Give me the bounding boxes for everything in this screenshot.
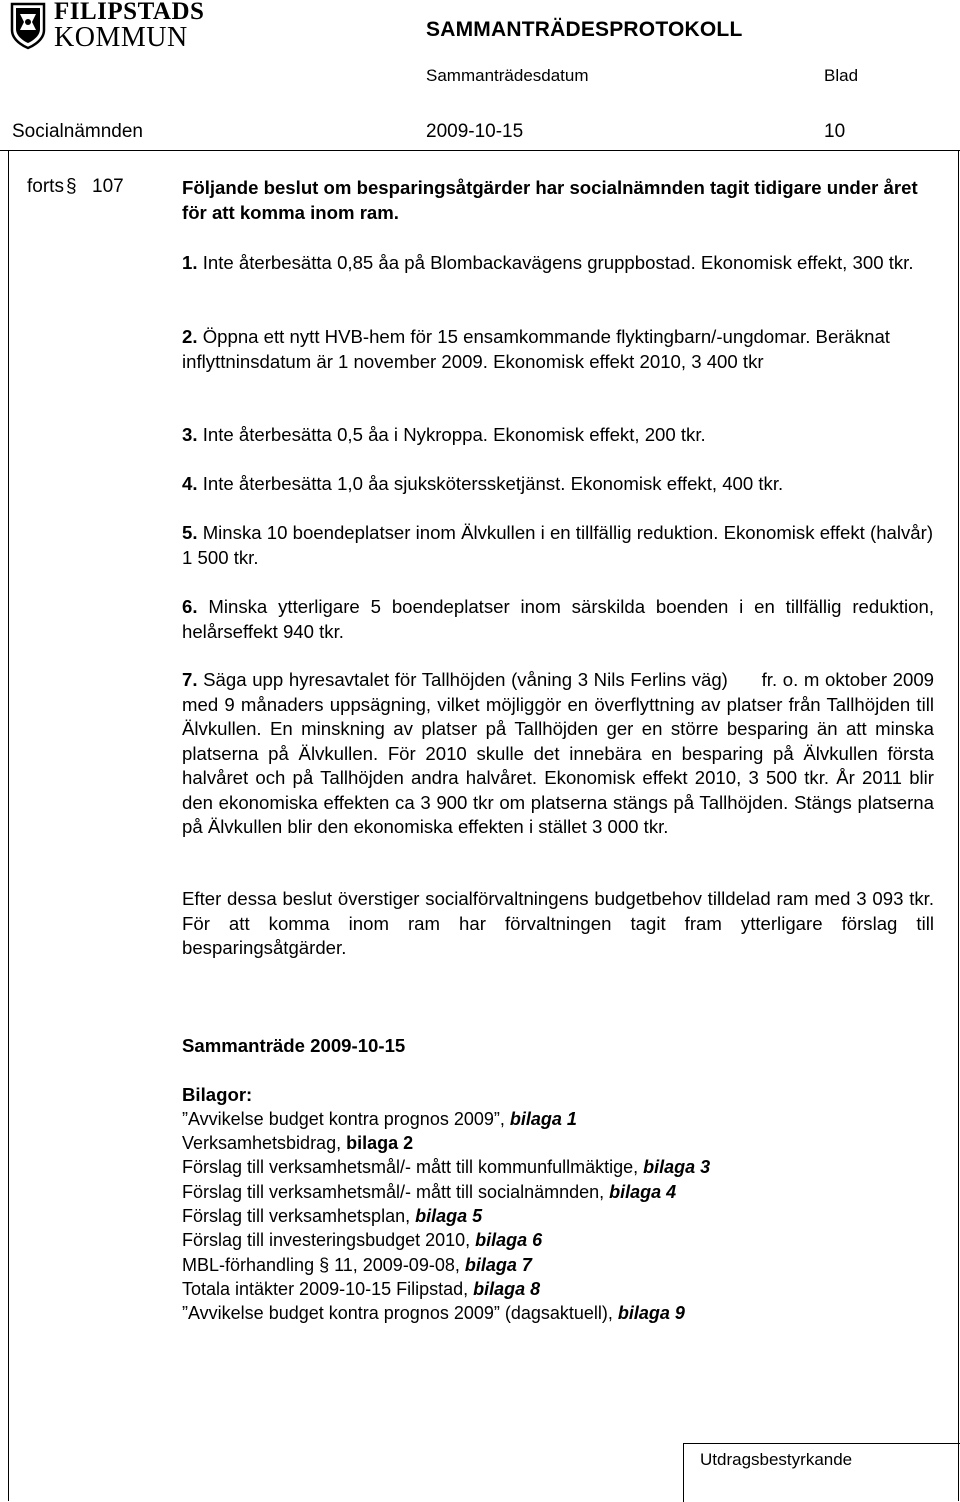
list-item xyxy=(182,595,934,644)
item-text: Inte återbesätta 0,5 åa i Nykroppa. Ekonomisk effekt, 200 tkr. xyxy=(202,424,706,445)
attachments-heading: Bilagor: xyxy=(182,1084,253,1105)
summary-paragraph: Efter dessa beslut överstiger socialförvaltningens budgetbehov tilldelad ram med 3 093 tkr. För att komma inom ram har förvaltningen tagit fram ytterligare förslag till besparingsåtgärder. xyxy=(182,888,934,958)
attachment-item: Verksamhetsbidrag, bilaga 2 xyxy=(182,1133,414,1153)
page-number: 10 xyxy=(824,121,846,142)
municipality-logo xyxy=(10,2,215,52)
intro-heading: Följande beslut om besparingsåtgärder har socialnämnden tagit tidigare under året för att komma inom ram. xyxy=(182,177,918,223)
list-item xyxy=(182,251,934,276)
item-number: 6. xyxy=(182,596,198,617)
attachment-tag: bilaga 9 xyxy=(617,1303,685,1323)
board-name: Socialnämnden xyxy=(12,121,143,142)
attachment-tag: bilaga 4 xyxy=(609,1182,677,1202)
attachment-tag: bilaga 2 xyxy=(346,1133,414,1153)
certification-label: Utdragsbestyrkande xyxy=(700,1450,853,1469)
attachment-tag: bilaga 8 xyxy=(473,1279,541,1299)
list-item xyxy=(182,668,940,840)
section-label: forts xyxy=(27,176,64,197)
item-number: 7. xyxy=(182,669,198,690)
list-item xyxy=(182,325,934,374)
page-label: Blad xyxy=(824,66,859,85)
attachment-item: Totala intäkter 2009-10-15 Filipstad, bilaga 8 xyxy=(182,1279,541,1299)
document-title: SAMMANTRÄDESPROTOKOLL xyxy=(426,18,743,41)
meeting-heading: Sammanträde 2009-10-15 xyxy=(182,1035,406,1056)
attachment-tag: bilaga 7 xyxy=(464,1255,532,1275)
attachment-item: ”Avvikelse budget kontra prognos 2009” (dagsaktuell), bilaga 9 xyxy=(182,1303,685,1323)
right-margin-line xyxy=(958,150,959,1501)
section-number: 107 xyxy=(92,176,124,197)
attachment-item: Förslag till verksamhetsmål/- mått till socialnämnden, bilaga 4 xyxy=(182,1182,677,1202)
item-number: 4. xyxy=(182,473,198,494)
attachment-tag: bilaga 3 xyxy=(643,1157,711,1177)
attachment-item: Förslag till verksamhetsplan, bilaga 5 xyxy=(182,1206,483,1226)
list-item xyxy=(182,521,934,570)
item-text: Inte återbesätta 0,85 åa på Blombackavägens gruppbostad. Ekonomisk effekt, 300 tkr. xyxy=(202,252,914,273)
item-text: Minska 10 boendeplatser inom Älvkullen i en tillfällig reduktion. Ekonomisk effekt (halvår) 1 500 tkr. xyxy=(182,522,934,568)
attachment-tag: bilaga 6 xyxy=(475,1230,543,1250)
item-text: Minska ytterligare 5 boendeplatser inom särskilda boenden i en tillfällig reduktion, helårseffekt 940 tkr. xyxy=(182,596,934,642)
item-number: 1. xyxy=(182,252,198,273)
logo-text-line1: FILIPSTADS xyxy=(54,0,205,25)
item-number: 2. xyxy=(182,326,198,347)
item-text: Öppna ett nytt HVB-hem för 15 ensamkommande flyktingbarn/-ungdomar. Beräknat inflyttninsdatum är 1 november 2009. Ekonomisk effekt 2010, 3 400 tkr xyxy=(182,326,890,372)
item-number: 5. xyxy=(182,522,198,543)
attachment-item: ”Avvikelse budget kontra prognos 2009”, bilaga 1 xyxy=(182,1109,577,1129)
list-item xyxy=(182,472,934,497)
header-divider xyxy=(0,150,960,151)
item-number: 3. xyxy=(182,424,198,445)
item-text: Inte återbesätta 1,0 åa sjuksköterssketjänst. Ekonomisk effekt, 400 tkr. xyxy=(202,473,784,494)
coat-of-arms-icon xyxy=(10,2,46,50)
logo-text-line2: KOMMUN xyxy=(54,22,188,53)
attachment-item: Förslag till investeringsbudget 2010, bilaga 6 xyxy=(182,1230,543,1250)
attachment-tag: bilaga 1 xyxy=(509,1109,577,1129)
list-item xyxy=(182,423,934,448)
attachment-item: Förslag till verksamhetsmål/- mått till kommunfullmäktige, bilaga 3 xyxy=(182,1157,711,1177)
date-label: Sammanträdesdatum xyxy=(426,66,589,85)
attachment-tag: bilaga 5 xyxy=(415,1206,483,1226)
meeting-date: 2009-10-15 xyxy=(426,121,524,142)
item-text: Säga upp hyresavtalet för Tallhöjden (våning 3 Nils Ferlins väg) fr. o. m oktober 2009 med 9 månaders uppsägning, vilket möjliggör en överflyttning av platser från Tallhöjden till Älvkullen. En minskning av platser på Tallhöjden ger en större besparing än att minska platserna på Älvkullen. För 2010 skulle det innebära en besparing på Älvkullen första halvåret och på Tallhöjden andra halvåret. Ekonomisk effekt 2010, 3 500 tkr. År 2011 blir den ekonomiska effekten ca 3 900 tkr om platserna stängs på Tallhöjden. Stängs platserna på Älvkullen blir den ekonomiska effekten i stället 3 000 tkr. xyxy=(182,669,940,837)
attachment-item: MBL-förhandling § 11, 2009-09-08, bilaga 7 xyxy=(182,1255,532,1275)
section-symbol: § xyxy=(66,176,77,197)
left-margin-line xyxy=(8,150,9,1501)
